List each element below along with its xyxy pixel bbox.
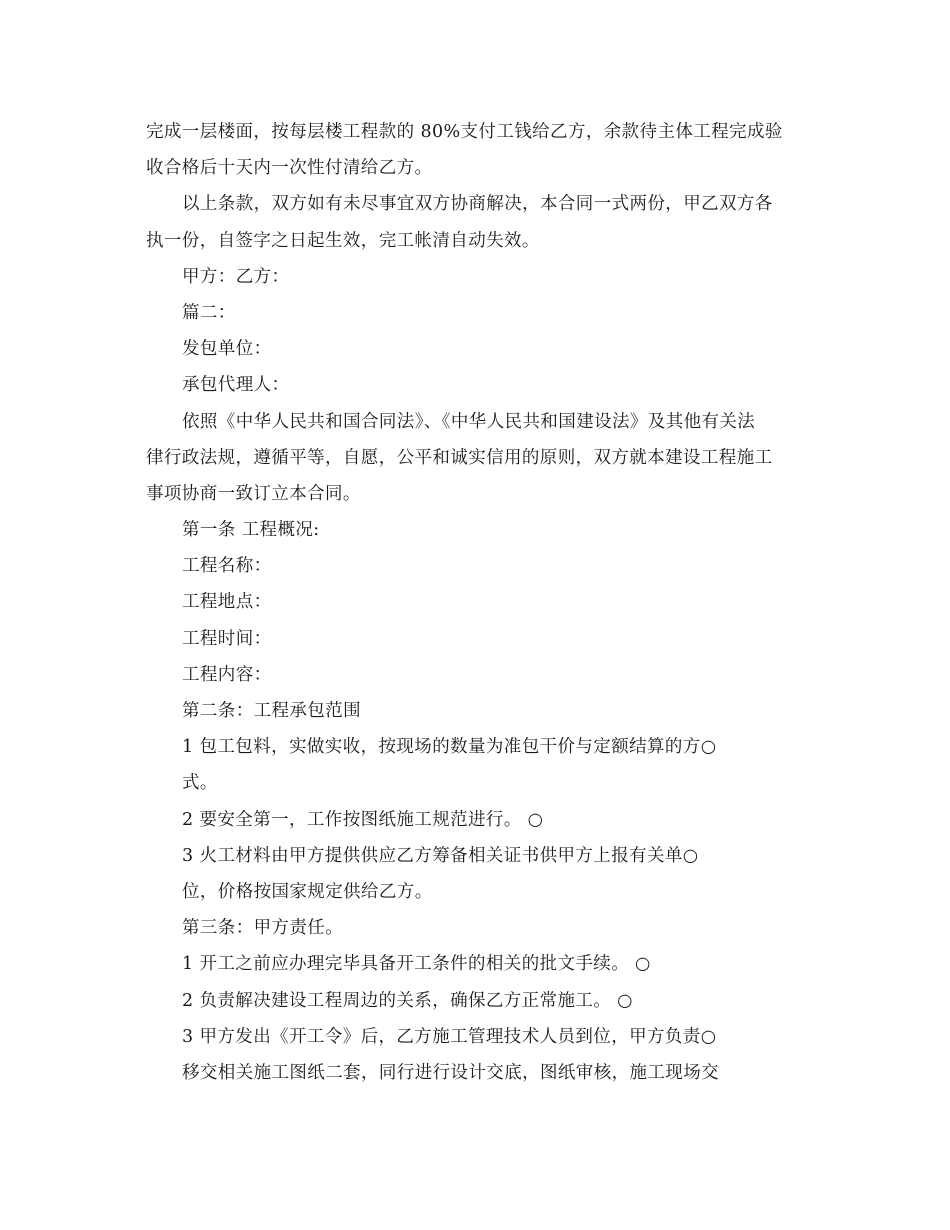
paragraph-line: 工程名称： bbox=[182, 556, 272, 577]
paragraph-line: 2 负责解决建设工程周边的关系，确保乙方正常施工。 ○ bbox=[182, 990, 633, 1011]
paragraph-line: 甲方：乙方： bbox=[182, 266, 290, 287]
paragraph-line: 第一条 工程概况: bbox=[182, 520, 320, 541]
paragraph-line: 第二条：工程承包范围 bbox=[182, 701, 361, 721]
paragraph-line: 工程内容： bbox=[182, 664, 272, 685]
paragraph-line: 工程时间： bbox=[182, 628, 272, 649]
paragraph-line: 发包单位： bbox=[182, 339, 272, 360]
paragraph-line: 律行政法规，遵循平等，自愿，公平和诚实信用的原则，双方就本建设工程施工 bbox=[146, 447, 773, 468]
paragraph-line: 2 要安全第一，工作按图纸施工规范进行。 ○ bbox=[182, 809, 544, 830]
paragraph-line: 事项协商一致订立本合同。 bbox=[146, 483, 361, 504]
paragraph-line: 承包代理人： bbox=[182, 375, 290, 396]
paragraph-line: 完成一层楼面，按每层楼工程款的 80%支付工钱给乙方，余款待主体工程完成验 bbox=[146, 122, 783, 142]
paragraph-line: 1 开工之前应办理完毕具备开工条件的相关的批文手续。 ○ bbox=[182, 954, 651, 975]
paragraph-line: 3 火工材料由甲方提供供应乙方筹备相关证书供甲方上报有关单○ bbox=[182, 845, 699, 866]
paragraph-line: 位，价格按国家规定供给乙方。 bbox=[182, 881, 433, 902]
paragraph-line: 执一份，自签字之日起生效，完工帐清自动失效。 bbox=[146, 230, 540, 251]
paragraph-line: 依照《中华人民共和国合同法》、《中华人民共和国建设法》及其他有关法 bbox=[182, 411, 756, 432]
paragraph-line: 收合格后十天内一次性付清给乙方。 bbox=[146, 158, 433, 179]
paragraph-line: 以上条款，双方如有未尽事宜双方协商解决，本合同一式两份，甲乙双方各 bbox=[182, 194, 773, 215]
paragraph-line: 式。 bbox=[182, 773, 218, 794]
paragraph-line: 1 包工包料，实做实收，按现场的数量为准包干价与定额结算的方○ bbox=[182, 737, 717, 758]
paragraph-line: 第三条：甲方责任。 bbox=[182, 918, 344, 939]
paragraph-line: 移交相关施工图纸二套，同行进行设计交底，图纸审核，施工现场交 bbox=[182, 1062, 719, 1083]
paragraph-line: 篇二： bbox=[182, 302, 236, 323]
document-body bbox=[146, 114, 806, 1091]
paragraph-line: 3 甲方发出《开工令》后，乙方施工管理技术人员到位，甲方负责○ bbox=[182, 1026, 717, 1047]
paragraph-line: 工程地点： bbox=[182, 592, 272, 613]
